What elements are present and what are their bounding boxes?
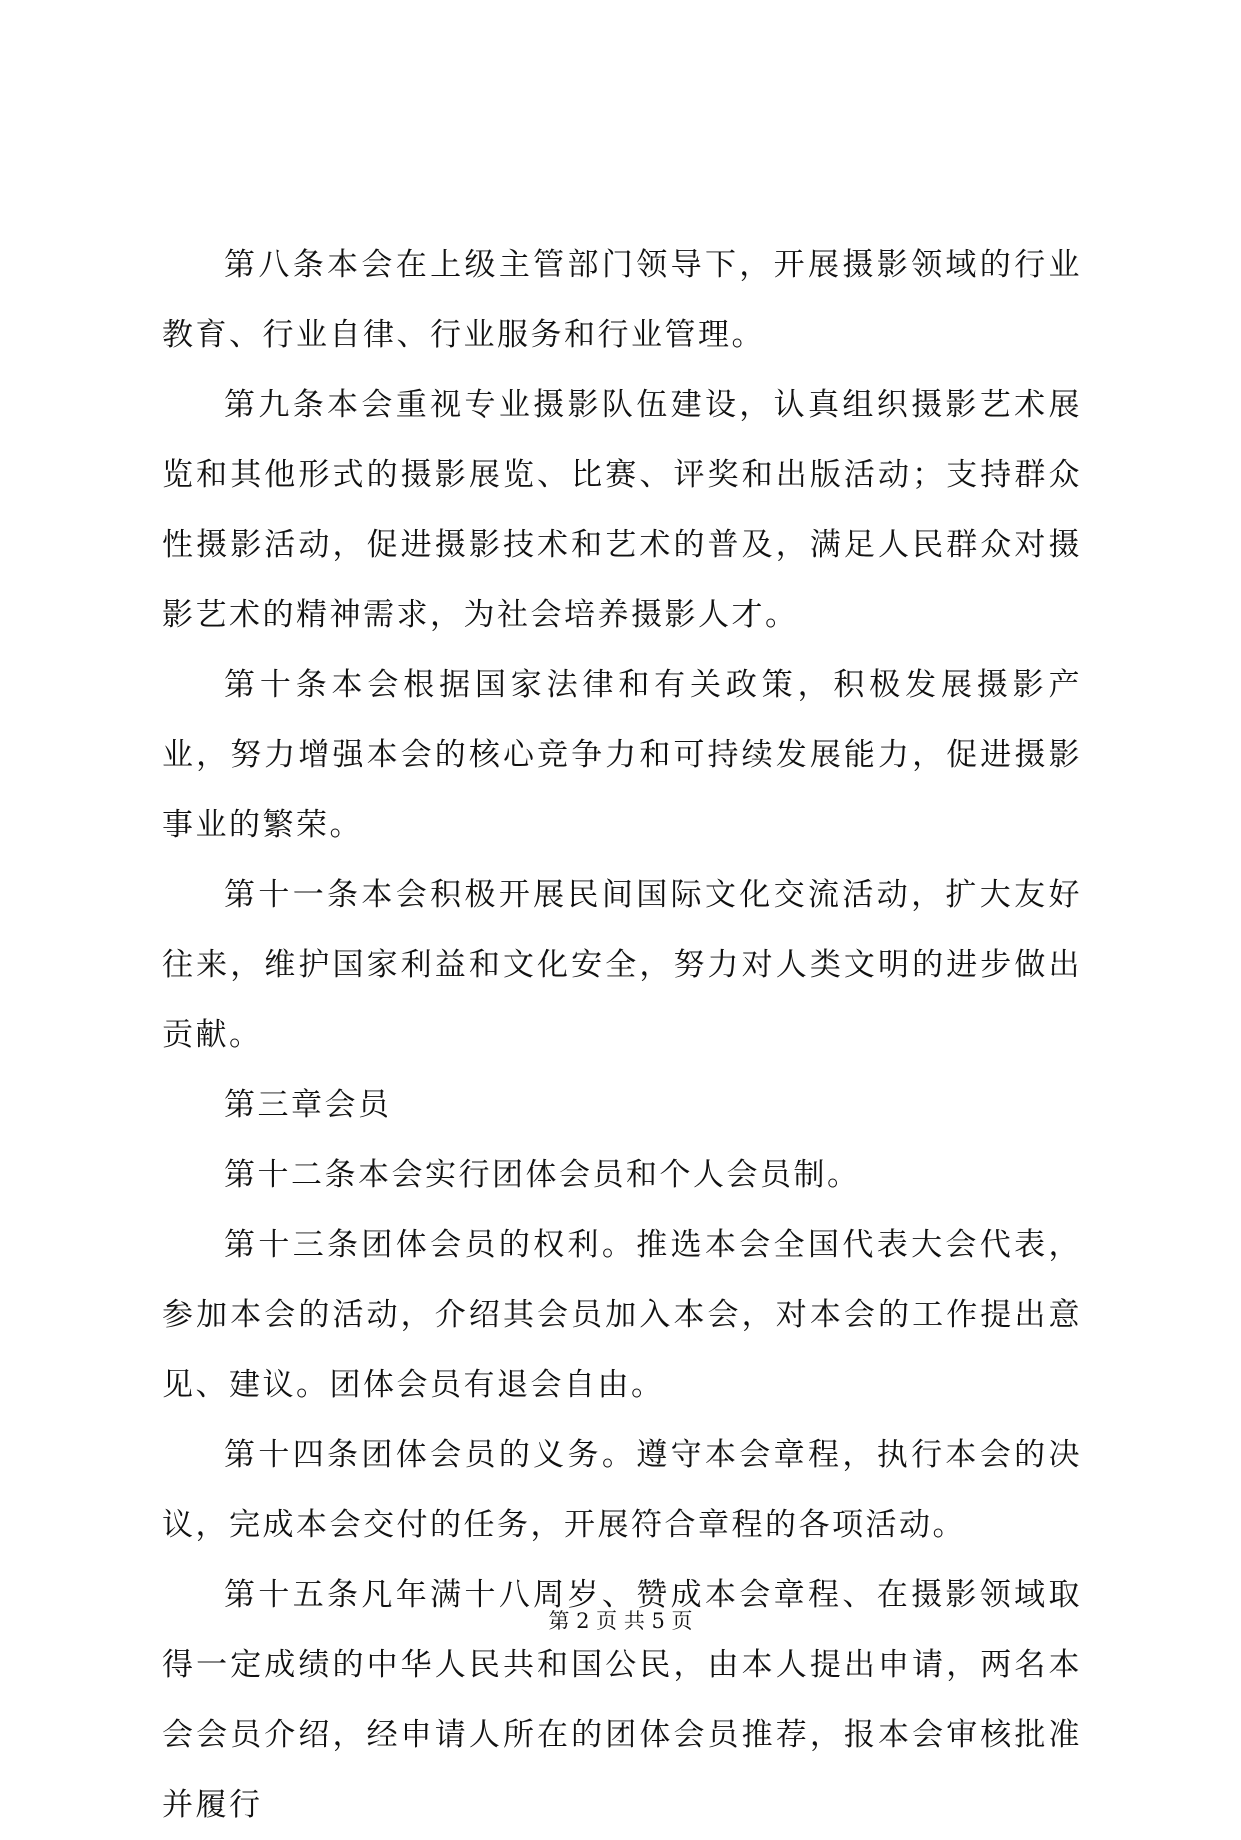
paragraph-article-13: 第十三条团体会员的权利。推选本会全国代表大会代表，参加本会的活动，介绍其会员加入本会，对本会的工作提出意见、建议。团体会员有退会自由。 <box>162 1227 1082 1403</box>
document-body <box>162 230 1082 1840</box>
paragraph-article-8: 第八条本会在上级主管部门领导下，开展摄影领域的行业教育、行业自律、行业服务和行业管理。 <box>162 247 1082 353</box>
chapter-heading-members: 第三章会员 <box>224 1087 392 1123</box>
page-number-footer: 第 2 页 共 5 页 <box>548 1609 693 1633</box>
paragraph-article-11: 第十一条本会积极开展民间国际文化交流活动，扩大友好往来，维护国家利益和文化安全，努力对人类文明的进步做出贡献。 <box>162 877 1082 1053</box>
paragraph-article-10: 第十条本会根据国家法律和有关政策，积极发展摄影产业，努力增强本会的核心竞争力和可持续发展能力，促进摄影事业的繁荣。 <box>162 667 1082 843</box>
paragraph-article-15: 第十五条凡年满十八周岁、赞成本会章程、在摄影领域取得一定成绩的中华人民共和国公民，由本人提出申请，两名本会会员介绍，经申请人所在的团体会员推荐，报本会审核批准并履行 <box>162 1577 1082 1823</box>
paragraph-article-12: 第十二条本会实行团体会员和个人会员制。 <box>224 1157 861 1193</box>
paragraph-article-9: 第九条本会重视专业摄影队伍建设，认真组织摄影艺术展览和其他形式的摄影展览、比赛、评奖和出版活动；支持群众性摄影活动，促进摄影技术和艺术的普及，满足人民群众对摄影艺术的精神需求，为社会培养摄影人才。 <box>162 387 1082 633</box>
paragraph-article-14: 第十四条团体会员的义务。遵守本会章程，执行本会的决议，完成本会交付的任务，开展符合章程的各项活动。 <box>162 1437 1082 1543</box>
